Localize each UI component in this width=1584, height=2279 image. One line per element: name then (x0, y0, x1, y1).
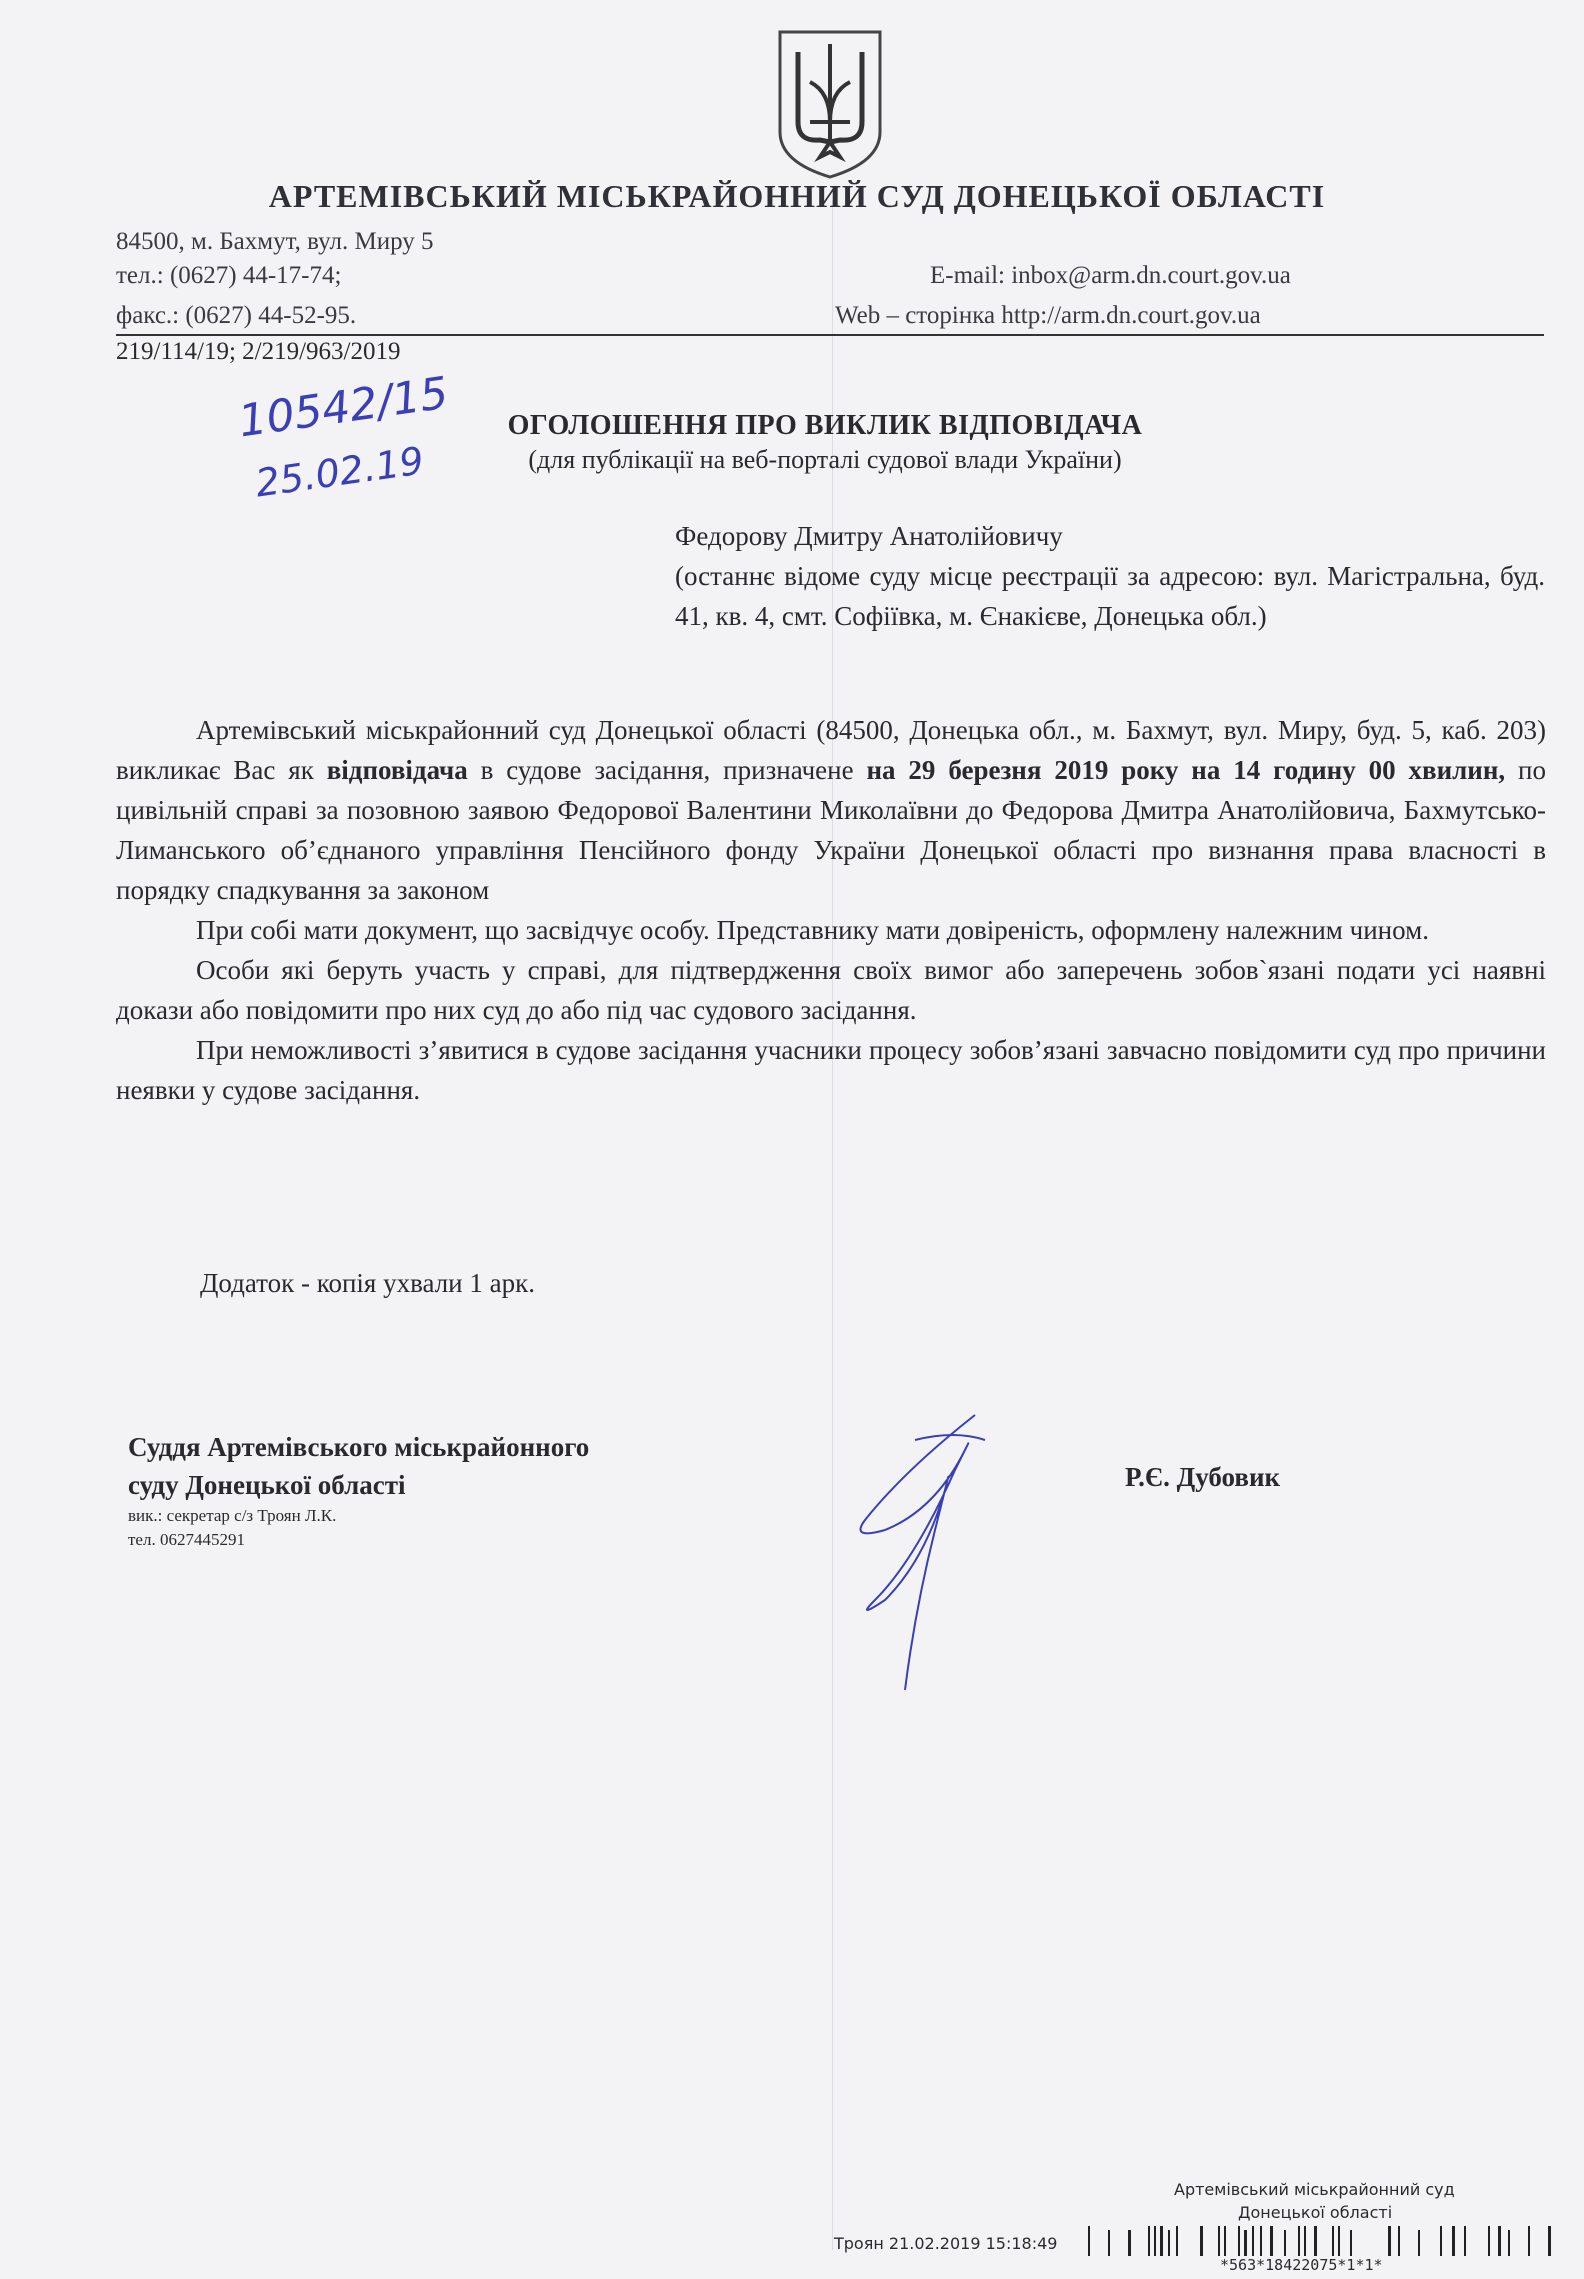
court-title: АРТЕМІВСЬКИЙ МІСЬКРАЙОННИЙ СУД ДОНЕЦЬКОЇ ОБЛАСТІ (268, 178, 1326, 214)
paragraph-absence: При неможливості з’явитися в судове засідання учасники процесу зобов’язані завчасно повідомити суд про причини неявки у судове засідання. (116, 1035, 1546, 1105)
court-phone: тел.: (0627) 44-17-74; (116, 262, 342, 289)
attachment-note: Додаток - копія ухвали 1 арк. (200, 1268, 535, 1298)
court-stamp-line-2: Донецької області (1238, 2203, 1393, 2222)
court-fax: факс.: (0627) 44-52-95. (116, 302, 357, 329)
court-address: 84500, м. Бахмут, вул. Миру 5 (116, 228, 434, 255)
barcode-number: *563*18422075*1*1* (1220, 2256, 1383, 2274)
addressee-address: (останнє відоме суду місце реєстрації за адресою: вул. Магістральна, буд. 41, кв. 4, смт. Софіївка, м. Єнакієве, Донецька обл.) (675, 561, 1545, 631)
addressee-block (675, 516, 1545, 636)
handwritten-date: 25.02.19 (252, 438, 427, 506)
judge-title-line-2: суду Донецької області (128, 1470, 406, 1500)
executor-phone: тел. 0627445291 (128, 1530, 245, 1549)
announcement-title: ОГОЛОШЕННЯ ПРО ВИКЛИК ВІДПОВІДАЧА (507, 410, 1143, 441)
header-divider (116, 334, 1544, 336)
signature-icon (845, 1410, 1005, 1700)
paragraph-summons (116, 710, 1546, 910)
case-numbers: 219/114/19; 2/219/963/2019 (116, 338, 401, 365)
judge-signature-block (128, 1428, 589, 1552)
court-email: E-mail: inbox@arm.dn.court.gov.ua (930, 262, 1291, 289)
judge-name: Р.Є. Дубовик (1125, 1462, 1281, 1492)
announcement-body (116, 710, 1546, 1110)
summons-text-a: Артемівський міськрайонний суд Донецької області (84500, Донецька обл., м. Бахмут, вул. Миру, буд. 5, каб. 203) викликає Вас як (116, 715, 1546, 785)
court-stamp-line-1: Артемівський міськрайонний суд (1174, 2180, 1455, 2199)
handwritten-registration-number: 10542/15 (235, 367, 452, 448)
announcement-subtitle: (для публікації на веб-порталі судової влади України) (528, 445, 1122, 474)
paragraph-evidence: Особи які беруть участь у справі, для підтвердження своїх вимог або заперечень зобов`язані подати усі наявні докази або повідомити про них суд до або під час судового засідання. (116, 955, 1546, 1025)
paragraph-documents: При собі мати документ, що засвідчує особу. Представнику мати довіреність, оформлену належним чином. (196, 915, 1429, 945)
executor-note: вик.: секретар с/з Троян Л.К. (128, 1506, 337, 1525)
paper-fold-line (832, 200, 833, 2250)
summons-date: на 29 березня 2019 року на 14 годину 00 хвилин, (866, 755, 1506, 785)
summons-text-b: в судове засідання, призначене (467, 755, 867, 785)
judge-title-line-1: Суддя Артемівського міськрайонного (128, 1432, 590, 1462)
court-website: Web – сторінка http://arm.dn.court.gov.ua (835, 302, 1261, 329)
summons-text-c: по цивільній справі за позовною заявою Федорової Валентини Миколаївни до Федорова Дмитра Анатолійовича, Бахмутсько-Лиманського об’єднаного управління Пенсійного фонду України Донецької області про визнання права власності в порядку спадкування за законом (116, 755, 1546, 905)
summons-role: відповідача (326, 755, 468, 785)
barcode-icon (1088, 2226, 1568, 2260)
addressee-name: Федорову Дмитру Анатолійовичу (675, 521, 1063, 551)
trident-coat-of-arms-icon (770, 22, 890, 182)
clerk-timestamp: Троян 21.02.2019 15:18:49 (834, 2234, 1058, 2253)
